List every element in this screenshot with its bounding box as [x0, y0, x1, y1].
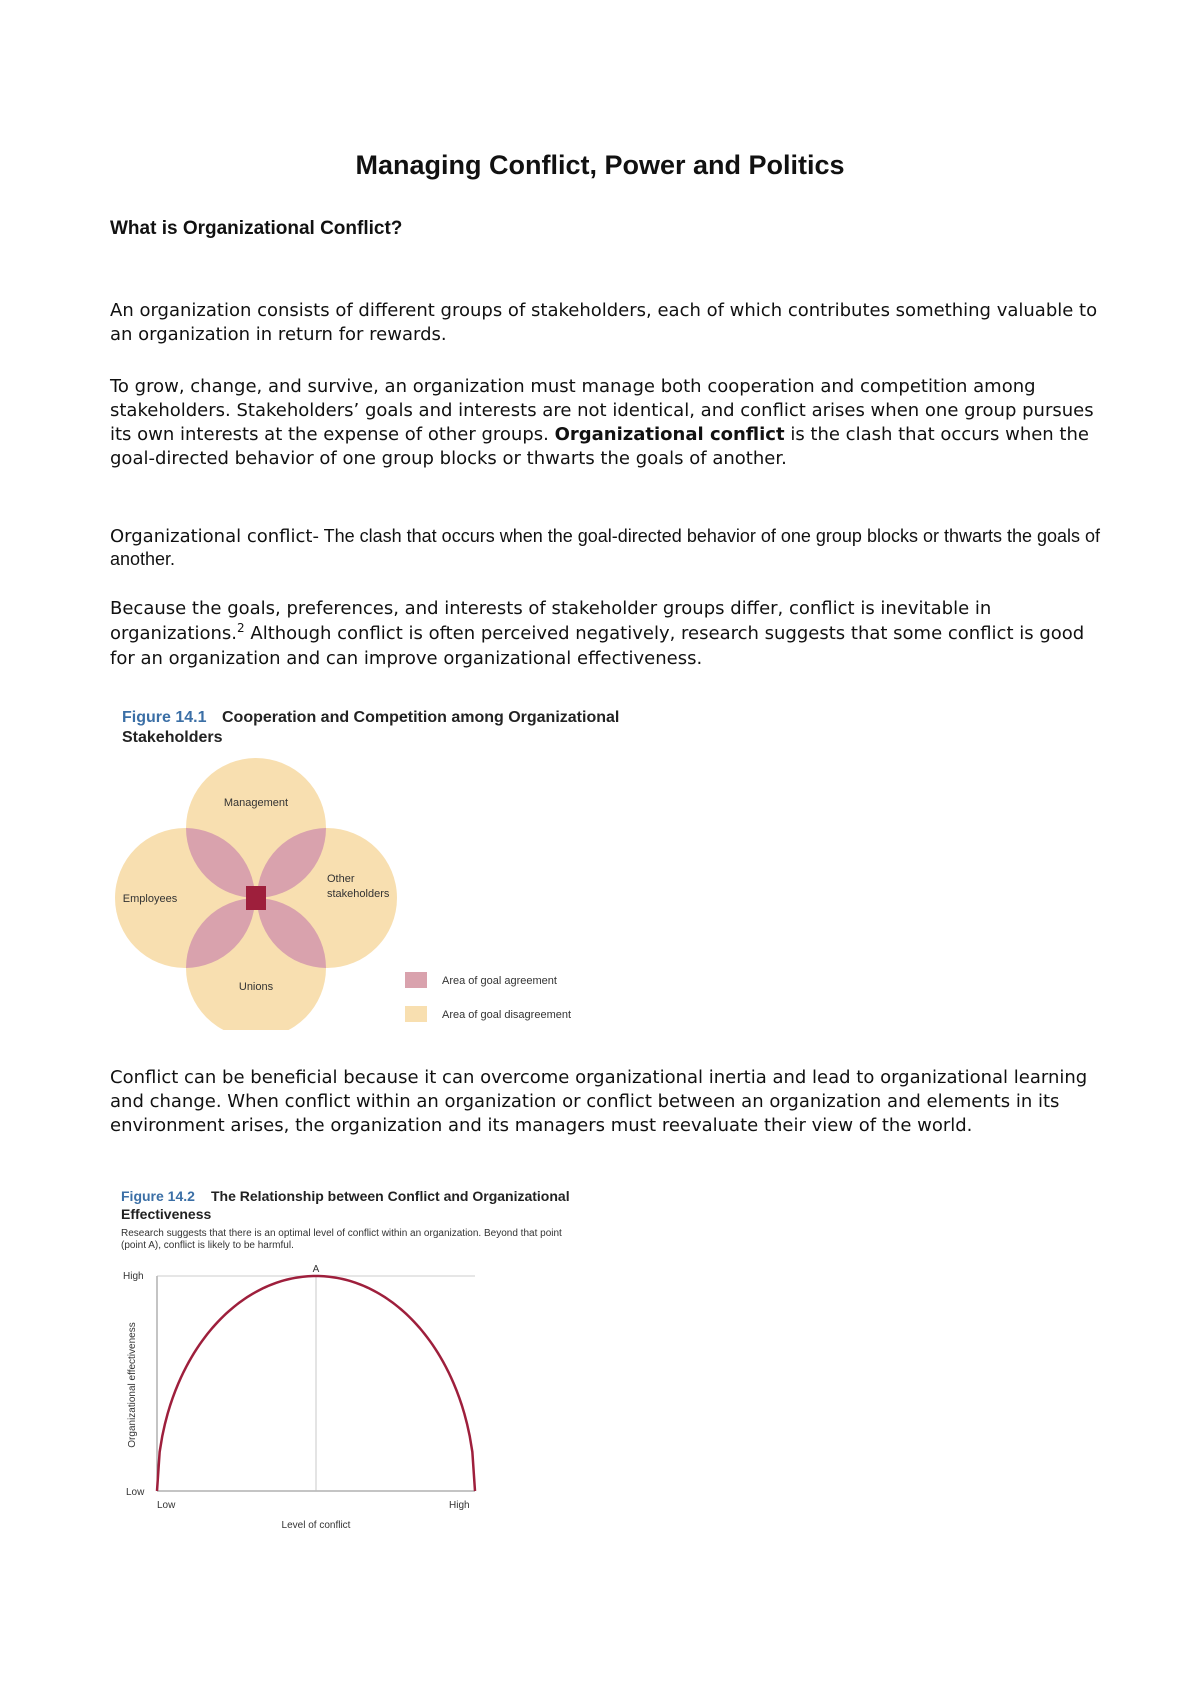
- legend-swatch-disagreement: [405, 1006, 427, 1022]
- x-tick-low: Low: [157, 1500, 176, 1511]
- paragraph-text: To grow, change, and survive, an organization must manage both cooperation and competition among stakeholders. Stakeholders’ goals and interests are not identical, and conflict arises when one group pursues its own interests at the expense of other groups.: [110, 376, 1094, 445]
- paragraph-text: is the clash that occurs when the goal-directed behavior of one group blocks or thwarts the goals of another.: [110, 424, 1089, 469]
- figure-title: The Relationship between Conflict and Organizational: [211, 1188, 570, 1204]
- definition-term: Organizational conflict-: [110, 526, 319, 547]
- figure-caption: Research suggests that there is an optimal level of conflict within an organization. Beyond that point: [121, 1228, 562, 1239]
- paragraph-cooperation: [110, 375, 1110, 471]
- point-a-label: A: [312, 1264, 320, 1275]
- venn-diagram: [115, 700, 635, 1030]
- central-agreement-area: [246, 886, 266, 910]
- label-management: Management: [223, 797, 289, 809]
- paragraph-inevitable: [110, 596, 1110, 671]
- page-title: Managing Conflict, Power and Politics: [355, 150, 845, 180]
- figure-14-2: [115, 1185, 595, 1545]
- definition-text: The clash that occurs when the goal-directed behavior of one group blocks or thwarts the goals of another.: [110, 526, 1101, 569]
- paragraph-text: Although conflict is often perceived negatively, research suggests that some conflict is good for an organization and can improve organizational effectiveness.: [110, 623, 1085, 669]
- y-tick-low: Low: [126, 1487, 145, 1498]
- legend-agreement: Area of goal agreement: [442, 975, 557, 987]
- label-other: Other: [327, 873, 355, 885]
- section-heading: What is Organizational Conflict?: [110, 218, 403, 239]
- x-tick-high: High: [449, 1500, 470, 1511]
- figure-caption: (point A), conflict is likely to be harmful.: [121, 1240, 294, 1251]
- y-axis-label: Organizational effectiveness: [127, 1322, 138, 1448]
- footnote-ref: 2: [237, 621, 245, 635]
- legend-swatch-agreement: [405, 972, 427, 988]
- figure-title: Stakeholders: [122, 729, 223, 746]
- label-unions: Unions: [238, 981, 274, 993]
- conflict-effectiveness-chart: [115, 1185, 595, 1545]
- figure-14-1: [115, 700, 635, 1030]
- term-organizational-conflict: Organizational conflict: [554, 424, 785, 445]
- label-employees: Employees: [122, 893, 178, 905]
- figure-title: Effectiveness: [121, 1206, 212, 1222]
- label-stakeholders: stakeholders: [327, 888, 390, 900]
- y-tick-high: High: [123, 1271, 144, 1282]
- figure-title: Cooperation and Competition among Organizational: [222, 709, 620, 726]
- x-axis-label: Level of conflict: [281, 1520, 351, 1531]
- figure-number: Figure 14.2: [121, 1188, 195, 1204]
- paragraph-text: Because the goals, preferences, and interests of stakeholder groups differ, conflict is inevitable in organizations.: [110, 598, 992, 644]
- paragraph-stakeholders: An organization consists of different groups of stakeholders, each of which contributes something valuable to an organization in return for rewards.: [110, 300, 1098, 345]
- legend-disagreement: Area of goal disagreement: [442, 1009, 572, 1021]
- paragraph-beneficial: Conflict can be beneficial because it can overcome organizational inertia and lead to organizational learning and change. When conflict within an organization or conflict between an organization and elements in its environment arises, the organization and its managers must reevaluate their view of the world.: [110, 1067, 1088, 1136]
- definition-paragraph: [110, 525, 1110, 571]
- figure-number: Figure 14.1: [122, 709, 207, 726]
